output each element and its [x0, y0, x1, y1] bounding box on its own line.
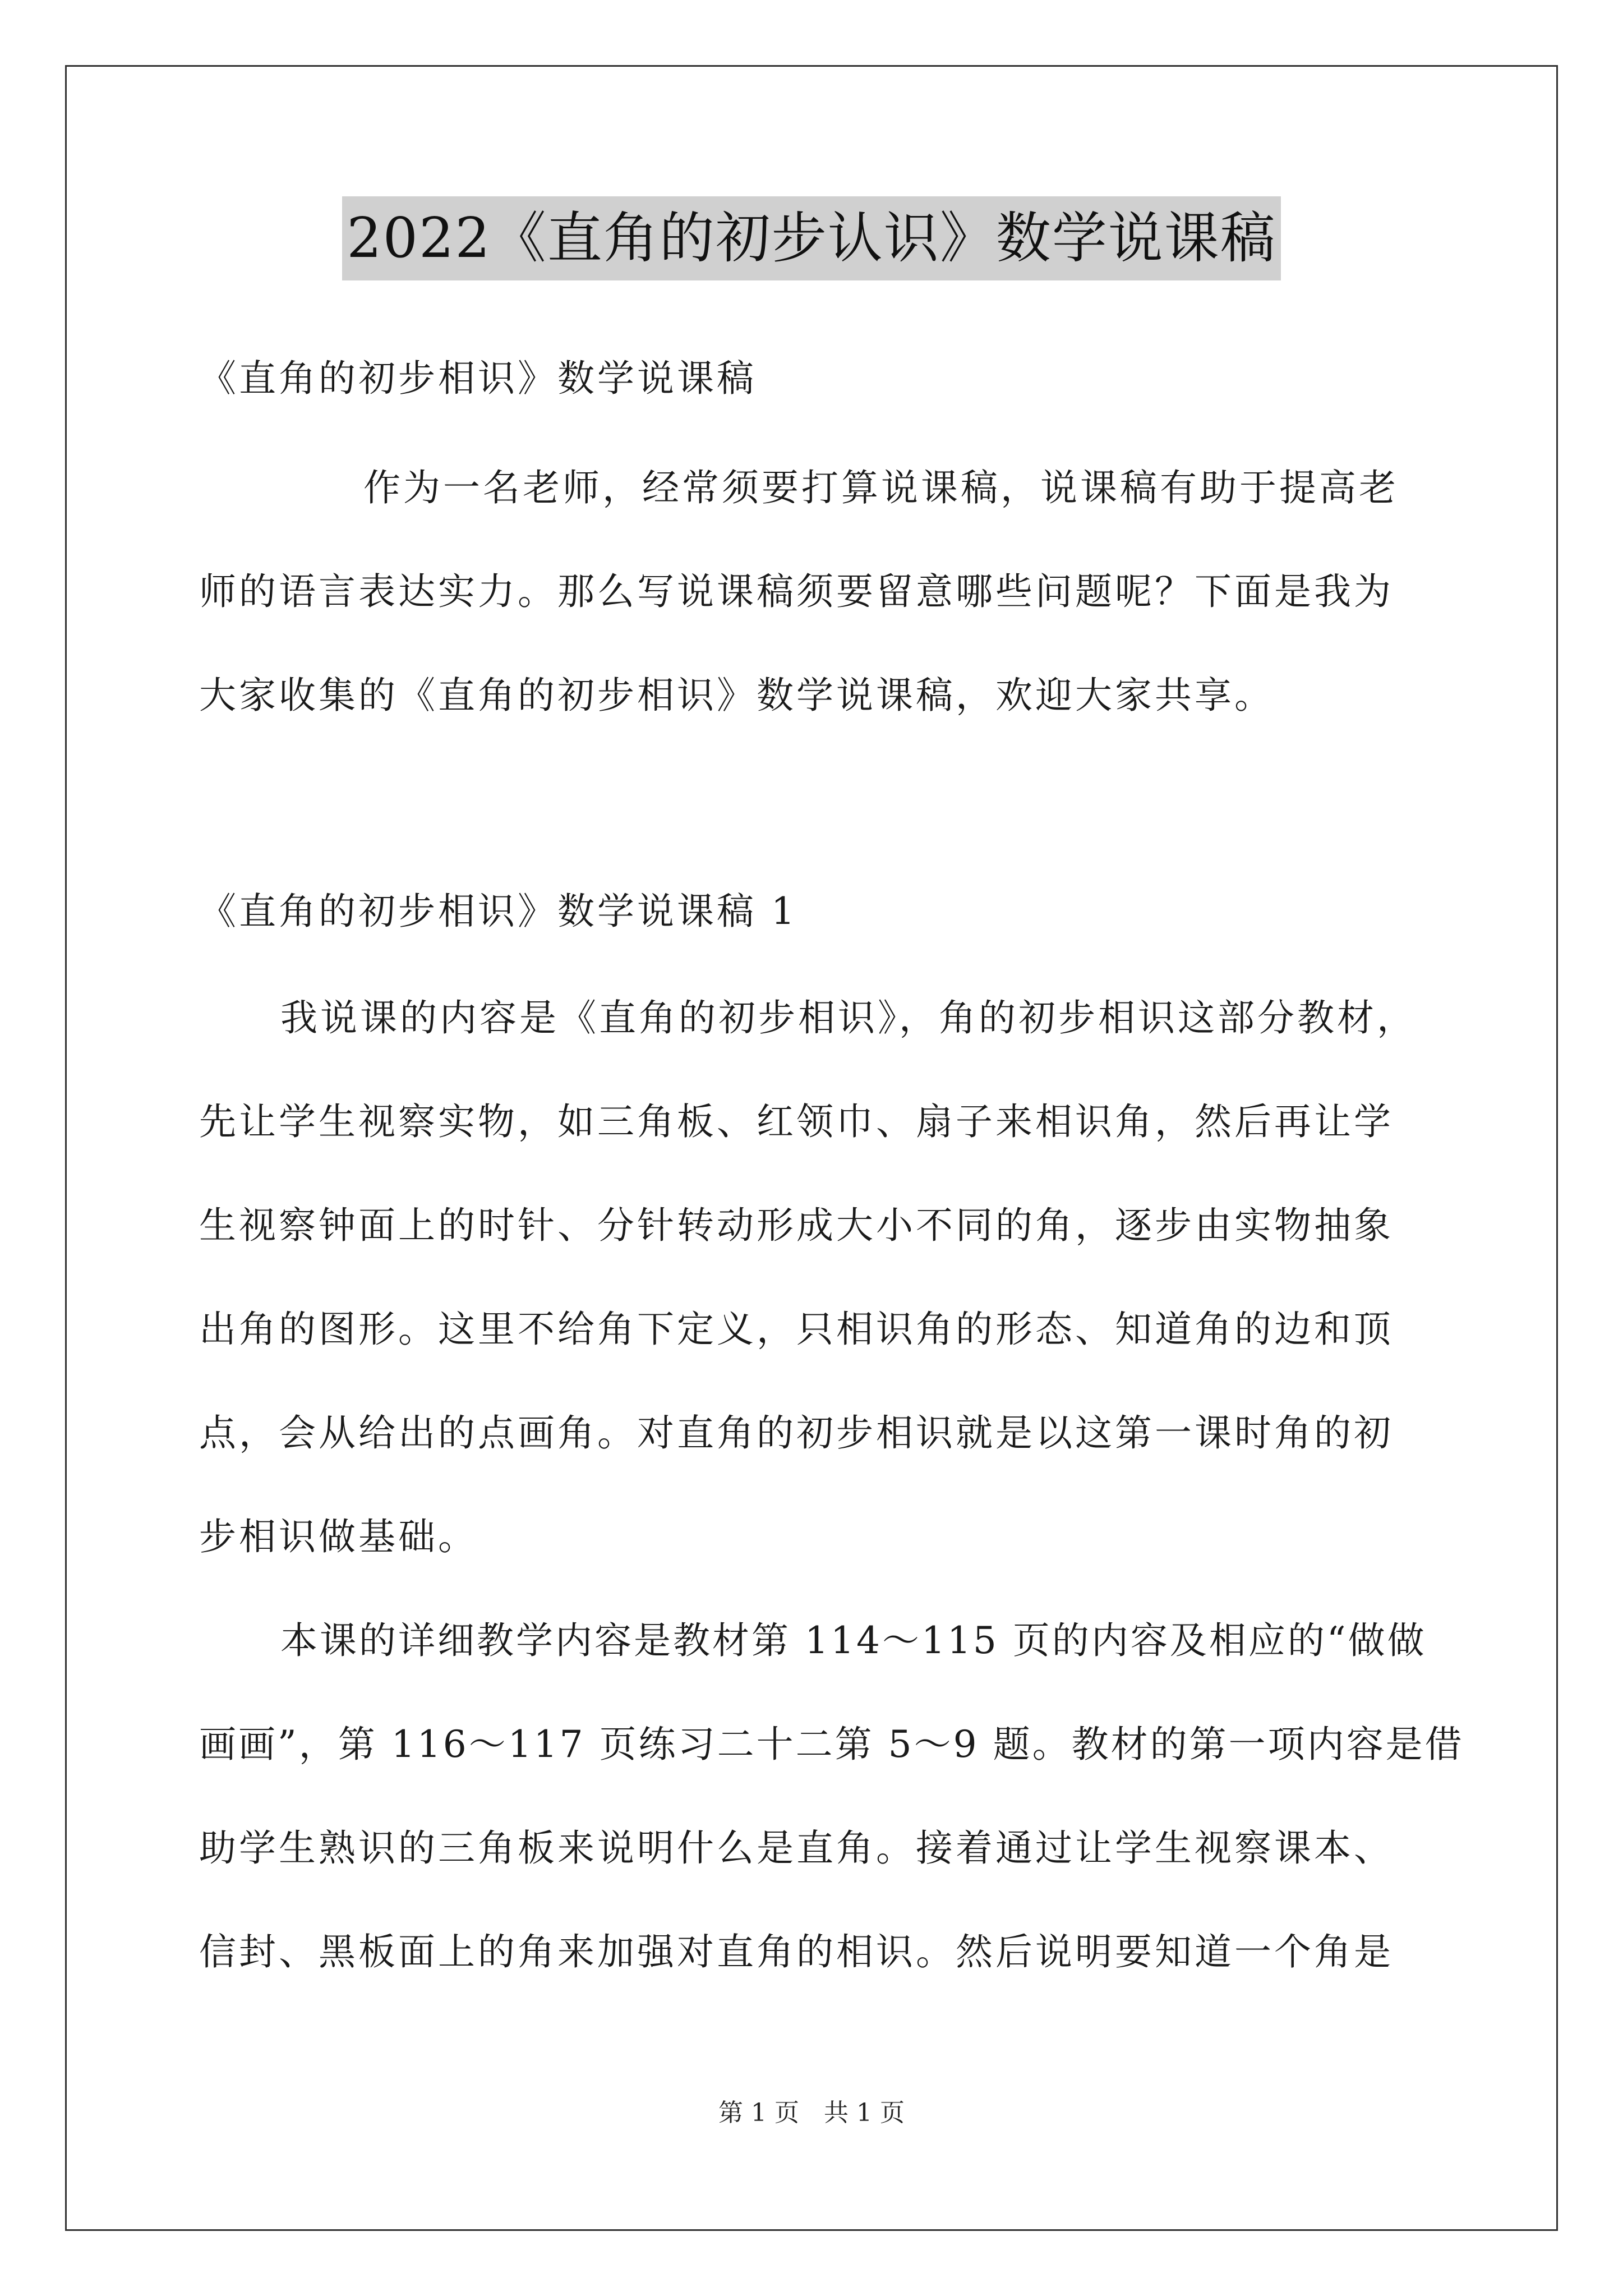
paragraph-line: 助学生熟识的三角板来说明什么是直角。接着通过让学生视察课本、 [199, 1826, 1394, 1870]
title-container [0, 196, 1623, 280]
section-heading: 《直角的初步相识》数学说课稿 1 [199, 890, 797, 933]
paragraph-line: 生视察钟面上的时针、分针转动形成大小不同的角，逐步由实物抽象 [199, 1204, 1394, 1247]
paragraph-line: 步相识做基础。 [199, 1515, 478, 1558]
intro-line: 师的语言表达实力。那么写说课稿须要留意哪些问题呢？下面是我为 [199, 570, 1394, 613]
paragraph-line: 出角的图形。这里不给角下定义，只相识角的形态、知道角的边和顶 [199, 1308, 1394, 1351]
paragraph-line: 点，会从给出的点画角。对直角的初步相识就是以这第一课时角的初 [199, 1411, 1394, 1455]
page-total: 共 1 页 [824, 2099, 905, 2127]
page-number: 第 1 页 [718, 2099, 799, 2127]
page-footer [0, 2096, 1623, 2130]
paragraph-line: 本课的详细教学内容是教材第 114～115 页的内容及相应的“做做 [280, 1619, 1427, 1662]
paragraph-line: 我说课的内容是《直角的初步相识》，角的初步相识这部分教材， [280, 996, 1417, 1039]
document-title: 2022《直角的初步认识》数学说课稿 [342, 196, 1280, 280]
document-subtitle: 《直角的初步相识》数学说课稿 [199, 357, 757, 400]
paragraph-line: 画画”，第 116～117 页练习二十二第 5～9 题。教材的第一项内容是借 [199, 1723, 1464, 1766]
paragraph-line: 先让学生视察实物，如三角板、红领巾、扇子来相识角，然后再让学 [199, 1100, 1394, 1143]
intro-line: 大家收集的《直角的初步相识》数学说课稿，欢迎大家共享。 [199, 674, 1274, 717]
paragraph-line: 信封、黑板面上的角来加强对直角的相识。然后说明要知道一个角是 [199, 1930, 1394, 1973]
intro-line: 作为一名老师，经常须要打算说课稿，说课稿有助于提高老 [363, 466, 1399, 509]
